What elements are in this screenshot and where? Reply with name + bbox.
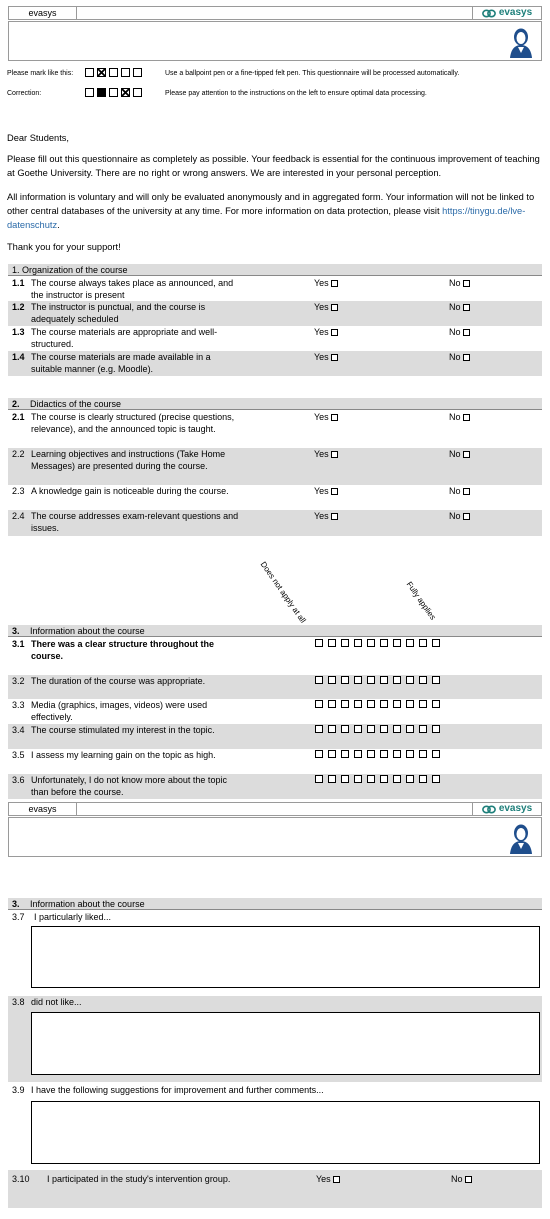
example-crossed-box [97, 68, 106, 77]
example-empty-box [85, 88, 94, 97]
yes-option[interactable]: Yes [314, 510, 338, 522]
yes-checkbox[interactable] [331, 280, 338, 287]
rating-box[interactable] [406, 750, 414, 758]
section-2-title: Didactics of the course [30, 399, 122, 409]
question-text: I participated in the study's intervention group. [47, 1174, 231, 1184]
rating-box[interactable] [328, 700, 336, 708]
rating-box[interactable] [315, 725, 323, 733]
no-option[interactable]: No [449, 326, 470, 338]
mark-label: Please mark like this: [7, 70, 74, 77]
yes-checkbox[interactable] [331, 451, 338, 458]
no-checkbox[interactable] [463, 488, 470, 495]
rating-box[interactable] [341, 775, 349, 783]
rating-box[interactable] [393, 750, 401, 758]
question-number: 3.8 [12, 997, 25, 1007]
question-text: did not like... [31, 997, 82, 1007]
rating-box[interactable] [406, 700, 414, 708]
example-filled-box [97, 88, 106, 97]
example-empty-box [109, 88, 118, 97]
rating-box[interactable] [380, 725, 388, 733]
rating-box[interactable] [419, 639, 427, 647]
no-checkbox[interactable] [463, 304, 470, 311]
rating-box[interactable] [328, 775, 336, 783]
rating-box[interactable] [367, 700, 375, 708]
question-number: 3.1 [12, 639, 25, 649]
rating-box[interactable] [380, 775, 388, 783]
no-checkbox[interactable] [463, 354, 470, 361]
rating-box[interactable] [432, 676, 440, 684]
no-checkbox[interactable] [463, 414, 470, 421]
rating-box[interactable] [341, 750, 349, 758]
rating-box[interactable] [315, 676, 323, 684]
no-option[interactable]: No [449, 301, 470, 313]
rating-box[interactable] [406, 775, 414, 783]
rating-box[interactable] [419, 725, 427, 733]
question-number: 3.5 [12, 750, 25, 760]
rating-box[interactable] [393, 725, 401, 733]
rating-box[interactable] [354, 700, 362, 708]
yes-checkbox[interactable] [331, 488, 338, 495]
section-1-title: 1. Organization of the course [12, 265, 128, 275]
question-row [8, 351, 542, 376]
rating-box[interactable] [315, 700, 323, 708]
yes-checkbox[interactable] [331, 354, 338, 361]
question-text: Learning objectives and instructions (Take Home Messages) are presented during the course. [31, 449, 226, 471]
section-2-header [8, 398, 542, 410]
yes-checkbox[interactable] [331, 329, 338, 336]
correction-example [85, 88, 142, 97]
form-header-bar [8, 802, 542, 816]
question-text: The course stimulated my interest in the topic. [31, 725, 215, 735]
evasys-logo-icon [482, 9, 496, 18]
privacy-text: All information is voluntary and will only be evaluated anonymously and in aggregated form. Your information will not be linked to other central databases of the university at any time. For more information on data protection, please visit [7, 192, 535, 216]
rating-box[interactable] [367, 775, 375, 783]
mark-note: Use a ballpoint pen or a fine-tipped felt pen. This questionnaire will be processed automatically. [165, 70, 460, 77]
rating-box[interactable] [419, 775, 427, 783]
suggestions-textbox[interactable] [31, 1101, 540, 1164]
rating-box[interactable] [315, 750, 323, 758]
section-1-header [8, 264, 542, 276]
yes-option[interactable]: Yes [314, 485, 338, 497]
question-text: The course materials are appropriate and well-structured. [31, 327, 218, 349]
question-number: 2.2 [12, 449, 25, 459]
privacy-link-suffix: . [57, 220, 60, 230]
evasys-logo [472, 803, 541, 815]
question-number: 3.10 [12, 1174, 30, 1184]
form-header-box [8, 21, 542, 61]
goethe-portrait-icon [507, 26, 535, 58]
question-number: 2.1 [12, 412, 25, 422]
rating-box[interactable] [432, 750, 440, 758]
evasys-logo [472, 7, 541, 19]
rating-box[interactable] [328, 639, 336, 647]
no-option[interactable]: No [449, 448, 470, 460]
rating-box[interactable] [354, 639, 362, 647]
rating-box[interactable] [367, 676, 375, 684]
rating-box[interactable] [341, 700, 349, 708]
question-text: The course is clearly structured (precise questions, relevance), and the announced topic is taught. [31, 412, 235, 434]
no-checkbox[interactable] [463, 329, 470, 336]
evasys-brand: evasys [498, 803, 533, 814]
form-header-bar [8, 6, 542, 20]
rating-box[interactable] [406, 676, 414, 684]
yes-option[interactable]: Yes [314, 411, 338, 423]
scale-question-row [8, 724, 542, 749]
rating-box[interactable] [354, 725, 362, 733]
no-checkbox[interactable] [463, 451, 470, 458]
section-3-number: 3. [12, 626, 20, 636]
correction-label: Correction: [7, 90, 42, 97]
yes-option[interactable]: Yes [314, 326, 338, 338]
question-number: 3.3 [12, 700, 25, 710]
no-option[interactable]: No [449, 351, 470, 363]
rating-scale [315, 775, 440, 783]
yes-option[interactable]: Yes [314, 351, 338, 363]
rating-box[interactable] [432, 700, 440, 708]
rating-scale [315, 750, 440, 758]
question-number: 3.2 [12, 676, 25, 686]
rating-box[interactable] [432, 725, 440, 733]
yes-option[interactable]: Yes [316, 1173, 340, 1185]
no-checkbox[interactable] [463, 513, 470, 520]
scale-question-row [8, 749, 542, 774]
intro-paragraph-1: Please fill out this questionnaire as completely as possible. Your feedback is essential for the continuous improvement of teaching at Goethe University. There are no right or wrong answers. We are interested in your personal perception. [7, 154, 540, 178]
rating-box[interactable] [393, 775, 401, 783]
greeting: Dear Students, [7, 133, 70, 143]
scale-label-high: Fully applies [404, 580, 438, 622]
question-number: 3.9 [12, 1085, 25, 1095]
question-row [8, 510, 542, 536]
question-number: 3.6 [12, 775, 25, 785]
no-option[interactable]: No [451, 1173, 472, 1185]
rating-box[interactable] [380, 639, 388, 647]
rating-scale [315, 700, 440, 708]
question-row [8, 485, 542, 510]
rating-box[interactable] [367, 639, 375, 647]
question-row [8, 411, 542, 448]
rating-box[interactable] [406, 639, 414, 647]
section-title: Information about the course [30, 899, 145, 909]
no-checkbox[interactable] [465, 1176, 472, 1183]
question-text: The duration of the course was appropriate. [31, 676, 206, 686]
scale-question-row [8, 699, 542, 724]
question-text: The instructor is punctual, and the course is adequately scheduled [31, 302, 206, 324]
scale-question-row [8, 675, 542, 699]
privacy-link[interactable]: https://tinygu.de/lve-datenschutz [7, 206, 526, 230]
yes-checkbox[interactable] [331, 513, 338, 520]
yes-option[interactable]: Yes [314, 301, 338, 313]
section-3-title: Information about the course [30, 626, 145, 636]
question-text: There was a clear structure throughout the course. [31, 639, 215, 661]
question-number: 2.3 [12, 486, 25, 496]
evasys-brand: evasys [498, 7, 533, 18]
no-option[interactable]: No [449, 510, 470, 522]
rating-box[interactable] [432, 775, 440, 783]
question-row [8, 326, 542, 351]
no-option[interactable]: No [449, 277, 470, 289]
question-text: I assess my learning gain on the topic as high. [31, 750, 216, 760]
mark-example [85, 68, 142, 77]
question-number: 1.2 [12, 302, 25, 312]
rating-box[interactable] [419, 700, 427, 708]
question-number: 3.7 [12, 912, 25, 922]
question-row [8, 301, 542, 326]
question-number: 1.4 [12, 352, 25, 362]
rating-box[interactable] [354, 775, 362, 783]
question-number: 2.4 [12, 511, 25, 521]
question-text: A knowledge gain is noticeable during the course. [31, 486, 229, 496]
rating-box[interactable] [328, 725, 336, 733]
yes-checkbox[interactable] [333, 1176, 340, 1183]
question-text: The course addresses exam-relevant questions and issues. [31, 511, 239, 533]
rating-box[interactable] [406, 725, 414, 733]
no-option[interactable]: No [449, 411, 470, 423]
rating-box[interactable] [380, 700, 388, 708]
no-option[interactable]: No [449, 485, 470, 497]
question-text: Media (graphics, images, videos) were used effectively. [31, 700, 208, 722]
form-code: evasys [9, 7, 77, 19]
question-number: 3.4 [12, 725, 25, 735]
rating-box[interactable] [419, 750, 427, 758]
rating-box[interactable] [341, 639, 349, 647]
scale-question-row [8, 774, 542, 799]
goethe-portrait-icon [507, 822, 535, 854]
question-number: 1.3 [12, 327, 25, 337]
yes-checkbox[interactable] [331, 414, 338, 421]
section-3-header [8, 625, 542, 637]
question-text: The course always takes place as announced, and the instructor is present [31, 278, 234, 300]
form-code: evasys [9, 803, 77, 815]
rating-box[interactable] [354, 676, 362, 684]
intro-paragraph-2 [7, 190, 542, 232]
rating-box[interactable] [341, 725, 349, 733]
question-number: 1.1 [12, 278, 25, 288]
correction-note: Please pay attention to the instructions on the left to ensure optimal data processing. [165, 90, 427, 97]
thanks-text: Thank you for your support! [7, 242, 121, 252]
rating-box[interactable] [367, 750, 375, 758]
example-empty-box [109, 68, 118, 77]
question-text: Unfortunately, I do not know more about the topic than before the course. [31, 775, 227, 797]
section-3-continued-header [8, 898, 542, 910]
rating-box[interactable] [393, 639, 401, 647]
example-empty-box [85, 68, 94, 77]
rating-box[interactable] [380, 750, 388, 758]
rating-box[interactable] [419, 676, 427, 684]
section-2-number: 2. [12, 399, 20, 409]
example-empty-box [133, 88, 142, 97]
form-header-box [8, 817, 542, 857]
yes-checkbox[interactable] [331, 304, 338, 311]
example-empty-box [121, 68, 130, 77]
example-crossed-box [121, 88, 130, 97]
rating-scale [315, 676, 440, 684]
rating-scale [315, 725, 440, 733]
question-row [8, 1170, 542, 1208]
disliked-textbox[interactable] [31, 1012, 540, 1075]
question-text: I particularly liked... [34, 912, 112, 922]
liked-textbox[interactable] [31, 926, 540, 988]
yes-option[interactable]: Yes [314, 448, 338, 460]
evasys-logo-icon [482, 805, 496, 814]
rating-box[interactable] [341, 676, 349, 684]
rating-box[interactable] [328, 676, 336, 684]
scale-label-low: Does not apply at all [258, 560, 308, 625]
rating-box[interactable] [393, 700, 401, 708]
yes-option[interactable]: Yes [314, 277, 338, 289]
rating-box[interactable] [315, 775, 323, 783]
scale-question-row [8, 638, 542, 675]
question-text: The course materials are made available in a suitable manner (e.g. Moodle). [31, 352, 211, 374]
rating-box[interactable] [380, 676, 388, 684]
no-checkbox[interactable] [463, 280, 470, 287]
rating-box[interactable] [367, 725, 375, 733]
question-row [8, 277, 542, 301]
rating-box[interactable] [393, 676, 401, 684]
question-row [8, 448, 542, 485]
question-text: I have the following suggestions for improvement and further comments... [31, 1085, 324, 1095]
rating-box[interactable] [328, 750, 336, 758]
rating-scale [315, 639, 440, 647]
example-empty-box [133, 68, 142, 77]
rating-box[interactable] [315, 639, 323, 647]
rating-box[interactable] [432, 639, 440, 647]
section-number: 3. [12, 899, 20, 909]
rating-box[interactable] [354, 750, 362, 758]
